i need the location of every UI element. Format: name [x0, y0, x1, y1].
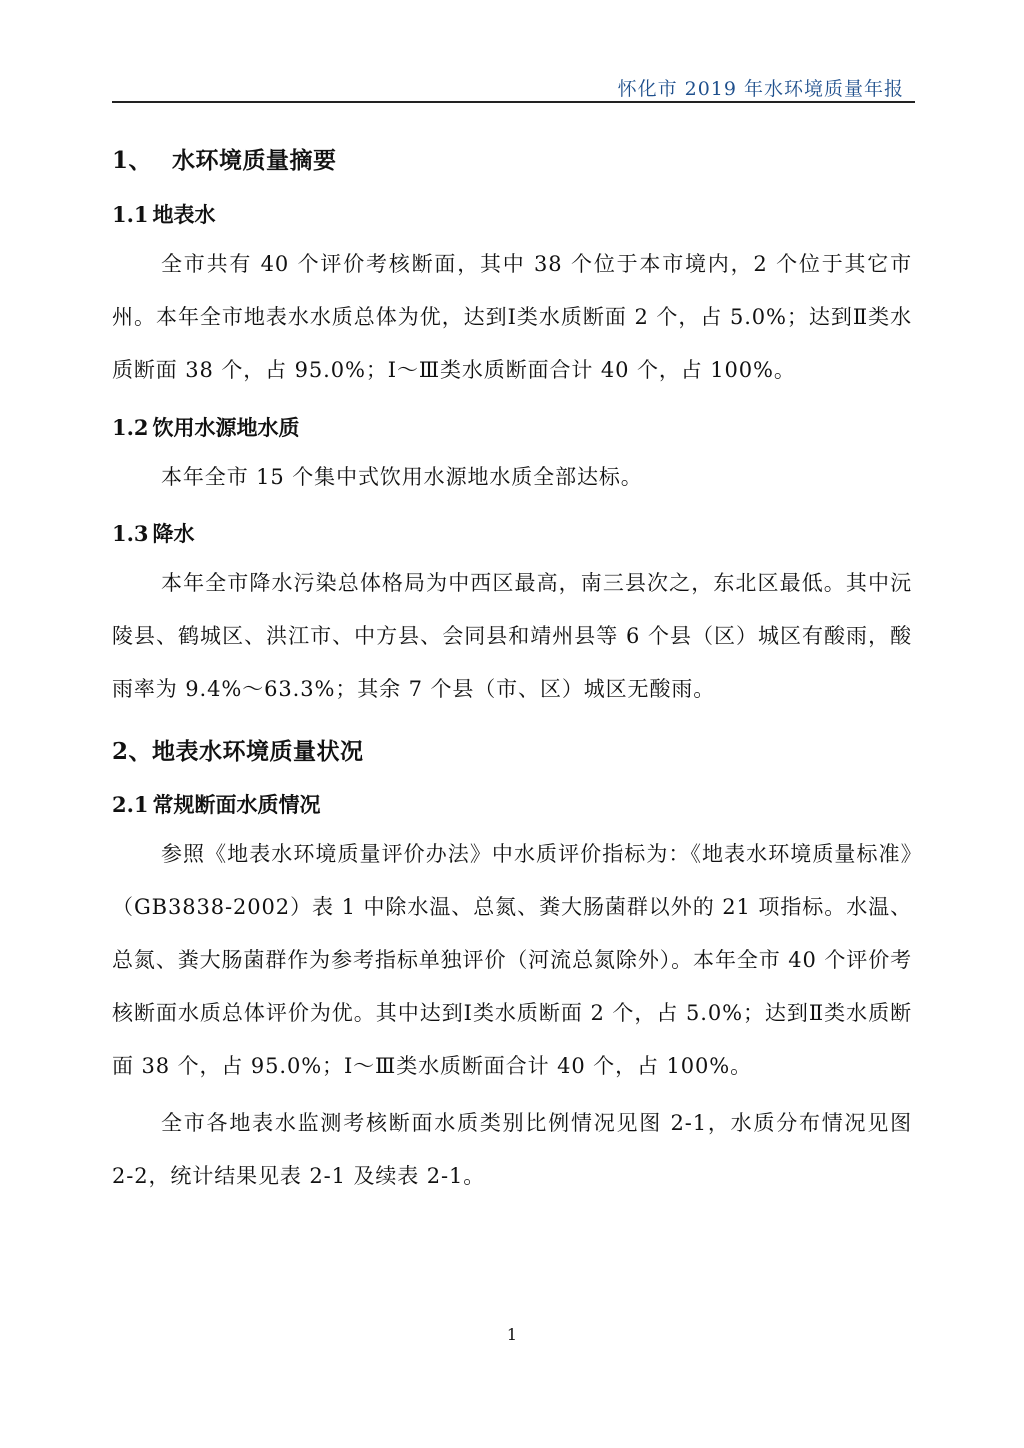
section-2-1-title: 常规断面水质情况: [152, 792, 321, 817]
section-1-1-title: 地表水: [152, 202, 216, 227]
section-2-1-heading: [112, 789, 321, 819]
section-1-3-title: 降水: [152, 521, 195, 546]
section-2-title: 地表水环境质量状况: [152, 738, 364, 765]
header-rule: [112, 101, 915, 103]
section-1-1-heading: [112, 199, 216, 229]
section-2-1-paragraph-1: 参照《地表水环境质量评价办法》中水质评价指标为：《地表水环境质量标准》（GB3838-2002）表 1 中除水温、总氮、粪大肠菌群以外的 21 项指标。水温、总氮、粪大肠菌群作为参考指标单独评价（河流总氮除外）。本年全市 40 个评价考核断面水质总体评价为优。其中达到Ⅰ类水质断面 2 个，占 5.0%；达到Ⅱ类水质断面 38 个，占 95.0%；Ⅰ～Ⅲ类水质断面合计 40 个，占 100%。: [112, 842, 912, 1078]
section-1-3-heading: [112, 518, 195, 548]
section-2-number: 2、: [112, 738, 153, 765]
section-1-2-paragraph: 本年全市 15 个集中式饮用水源地水质全部达标。: [161, 465, 643, 489]
section-1-1-paragraph: 全市共有 40 个评价考核断面，其中 38 个位于本市境内，2 个位于其它市州。本年全市地表水水质总体为优，达到Ⅰ类水质断面 2 个，占 5.0%；达到Ⅱ类水质断面 38 个，占 95.0%；Ⅰ～Ⅲ类水质断面合计 40 个，占 100%。: [112, 252, 912, 382]
section-2-1-paragraph-2: 全市各地表水监测考核断面水质类别比例情况见图 2-1，水质分布情况见图 2-2，统计结果见表 2-1 及续表 2-1。: [112, 1111, 912, 1188]
section-2-heading: [112, 733, 364, 766]
section-1-3-number: 1.3: [112, 521, 149, 546]
section-1-3-paragraph: 本年全市降水污染总体格局为中西区最高，南三县次之，东北区最低。其中沅陵县、鹤城区、洪江市、中方县、会同县和靖州县等 6 个县（区）城区有酸雨，酸雨率为 9.4%～63.3%；其余 7 个县（市、区）城区无酸雨。: [112, 571, 912, 701]
section-1-heading: [112, 142, 337, 175]
page-number: 1: [506, 1325, 518, 1344]
section-1-number: 1、: [112, 147, 153, 174]
section-1-2-heading: [112, 412, 300, 442]
section-1-title: 水环境质量摘要: [172, 147, 337, 174]
section-1-2-number: 1.2: [112, 415, 149, 440]
section-2-1-number: 2.1: [112, 792, 149, 817]
section-1-2-title: 饮用水源地水质: [152, 415, 300, 440]
running-header: 怀化市 2019 年水环境质量年报: [617, 78, 904, 100]
section-1-1-number: 1.1: [112, 202, 149, 227]
